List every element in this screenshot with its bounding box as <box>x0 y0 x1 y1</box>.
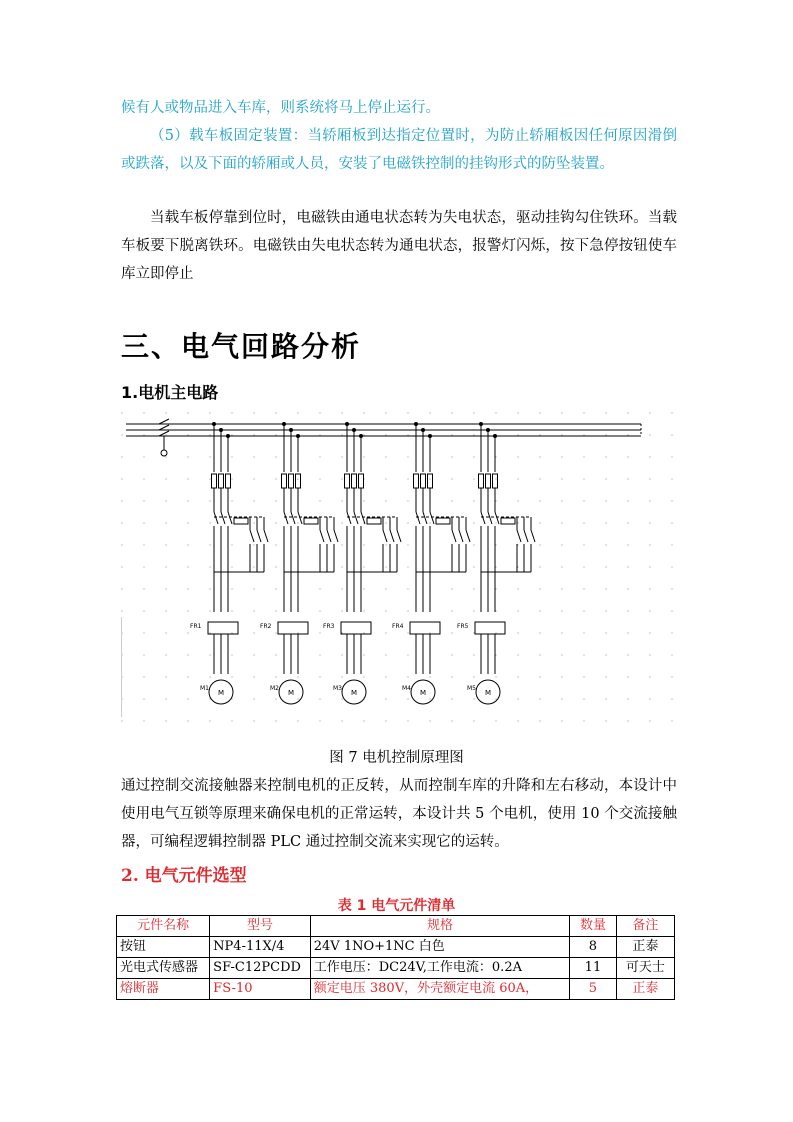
svg-text:M: M <box>351 689 358 697</box>
header-qty: 数量 <box>570 916 617 937</box>
cell-qty: 8 <box>570 937 617 958</box>
header-note: 备注 <box>616 916 674 937</box>
motor-control-schematic <box>121 412 677 722</box>
svg-text:M: M <box>485 689 492 697</box>
svg-text:M: M <box>218 689 225 697</box>
relay-label: FR1 <box>190 623 202 630</box>
cell-note: 正泰 <box>616 979 674 1000</box>
relay-label: FR4 <box>392 623 404 630</box>
cell-spec: 额定电压 380V，外壳额定电流 60A， <box>310 979 569 1000</box>
relay-label: FR2 <box>260 623 272 630</box>
paragraph-electromagnet: 当载车板停靠到位时，电磁铁由通电状态转为失电状态，驱动挂钩勾住铁环。当载车板要下脱离铁环。电磁铁由失电状态转为通电状态，报警灯闪烁，按下急停按钮使车库立即停止 <box>121 210 677 282</box>
cell-name: 光电式传感器 <box>117 958 210 979</box>
header-name: 元件名称 <box>117 916 210 937</box>
component-table <box>116 915 675 1000</box>
cell-qty: 11 <box>570 958 617 979</box>
table-header-row <box>117 916 675 937</box>
motor-label: M1 <box>200 685 209 692</box>
subheading-component-selection: 2. 电气元件选型 <box>121 866 247 886</box>
table-caption: 表 1 电气元件清单 <box>337 898 456 914</box>
svg-text:M: M <box>288 689 295 697</box>
cell-model: NP4-11X/4 <box>210 937 311 958</box>
cell-name: 按钮 <box>117 937 210 958</box>
cell-spec: 24V 1NO+1NC 白色 <box>310 937 569 958</box>
svg-text:M: M <box>420 689 427 697</box>
table-row <box>117 937 675 958</box>
motor-label: M2 <box>270 685 279 692</box>
cell-name: 熔断器 <box>117 979 210 1000</box>
cell-model: FS-10 <box>210 979 311 1000</box>
cell-note: 正泰 <box>616 937 674 958</box>
cell-model: SF-C12PCDD <box>210 958 311 979</box>
subheading-motor-circuit: 1.电机主电路 <box>121 383 219 402</box>
table-row <box>117 979 675 1000</box>
motor-label: M5 <box>467 685 476 692</box>
section-heading: 三、电气回路分析 <box>121 330 362 363</box>
cell-qty: 5 <box>570 979 617 1000</box>
header-model: 型号 <box>210 916 311 937</box>
header-spec: 规格 <box>310 916 569 937</box>
figure-caption: 图 7 电机控制原理图 <box>329 750 464 766</box>
motor-label: M4 <box>402 685 411 692</box>
table-row <box>117 958 675 979</box>
cell-spec: 工作电压：DC24V,工作电流：0.2A <box>310 958 569 979</box>
paragraph-anti-fall-device: （5）载车板固定装置：当轿厢板到达指定位置时，为防止轿厢板因任何原因滑倒或跌落，以及下面的轿厢或人员，安装了电磁铁控制的挂钩形式的防坠装置。 <box>121 128 677 172</box>
paragraph-safety-end: 候有人或物品进入车库，则系统将马上停止运行。 <box>121 100 440 116</box>
motor-label: M3 <box>333 685 342 692</box>
cell-note: 可天士 <box>616 958 674 979</box>
paragraph-motor-description: 通过控制交流接触器来控制电机的正反转，从而控制车库的升降和左右移动，本设计中使用电气互锁等原理来确保电机的正常运转，本设计共 5 个电机，使用 10 个交流接触器，可编程逻辑控制器 PLC 通过控制交流来实现它的运转。 <box>121 778 677 850</box>
relay-label: FR5 <box>457 623 469 630</box>
relay-label: FR3 <box>323 623 335 630</box>
